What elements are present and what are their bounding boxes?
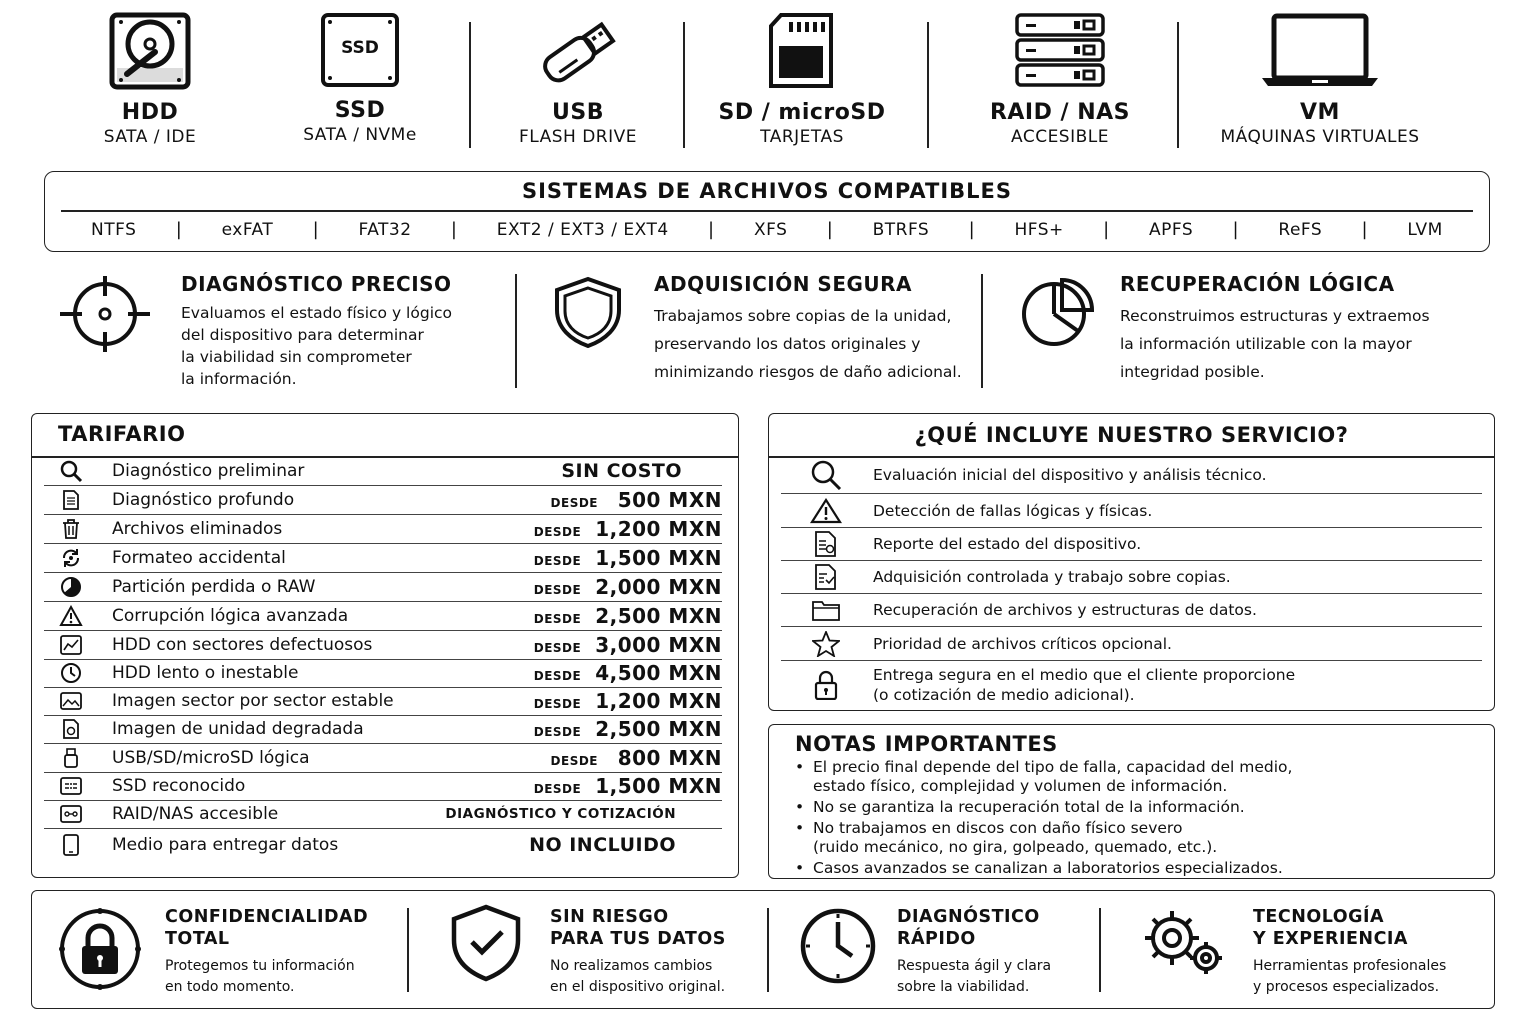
notas-panel: [768, 724, 1495, 879]
warning-icon: [56, 605, 86, 627]
device-name: RAID / NAS: [989, 100, 1131, 125]
table-row: [44, 772, 722, 801]
partition-icon: [56, 576, 86, 598]
filesystems-title: SISTEMAS DE ARCHIVOS COMPATIBLES: [521, 179, 1013, 203]
row-label: SSD reconocido: [112, 776, 246, 796]
servicio-panel: [768, 413, 1495, 711]
row-label: Imagen de unidad degradada: [112, 719, 364, 739]
guarantee-desc: [897, 956, 1051, 998]
guarantee-desc-line: Respuesta ágil y clara: [897, 958, 1052, 974]
row-amount: 800 MXN: [617, 746, 722, 770]
device-sub: ACCESIBLE: [1011, 127, 1109, 147]
feature-line: Evaluamos el estado físico y lógico: [181, 304, 453, 322]
table-row: [44, 602, 722, 631]
fs-item: exFAT: [221, 219, 274, 240]
item-text: Detección de fallas lógicas y físicas.: [873, 501, 1153, 520]
list-item: [781, 561, 1482, 594]
guarantee-sin-riesgo: [550, 906, 726, 998]
fs-separator: |: [968, 219, 976, 240]
fs-separator: |: [826, 219, 834, 240]
table-row: [44, 515, 722, 544]
folder-icon: [809, 599, 843, 621]
row-label: Archivos eliminados: [112, 519, 283, 539]
search-icon: [809, 460, 843, 490]
list-item: [781, 627, 1482, 661]
device-sub: SATA / IDE: [103, 127, 197, 147]
guarantee-desc: [165, 956, 368, 998]
device-name: VM: [1300, 100, 1340, 125]
device-name: SSD: [334, 98, 386, 123]
table-row: [44, 830, 722, 859]
row-amount: SIN COSTO: [561, 460, 682, 482]
row-prefix: DESDE: [533, 725, 582, 739]
laptop-icon: [1260, 12, 1380, 92]
device-name: HDD: [121, 100, 179, 125]
feature-line: la información.: [181, 370, 297, 388]
table-row: [44, 659, 722, 688]
item-text: Recuperación de archivos y estructuras de datos.: [873, 601, 1257, 619]
guarantee-diagnostico: [897, 906, 1051, 998]
row-label: Corrupción lógica avanzada: [112, 606, 349, 626]
row-amount: 1,500 MXN: [595, 774, 722, 798]
search-icon: [56, 459, 86, 483]
servicio-title: ¿QUÉ INCLUYE NUESTRO SERVICIO?: [914, 423, 1349, 447]
row-prefix: DESDE: [533, 612, 582, 626]
note-line: • No se garantiza la recuperación total de la información.: [813, 798, 1245, 816]
item-text: Adquisición controlada y trabajo sobre copias.: [873, 568, 1231, 586]
guarantee-desc-line: en todo momento.: [165, 979, 295, 995]
filesystems-list: [65, 219, 1469, 240]
chart-icon: [56, 635, 86, 655]
row-label: RAID/NAS accesible: [112, 804, 279, 824]
table-row: [44, 800, 722, 829]
feature-diagnostico: [181, 272, 501, 390]
feature-adquisicion: [654, 272, 974, 386]
row-amount: 500 MXN: [617, 488, 722, 512]
feature-line: minimizando riesgos de daño adicional.: [654, 363, 962, 381]
feature-line: la información utilizable con la mayor: [1120, 335, 1412, 353]
table-row: [44, 631, 722, 660]
divider: [515, 274, 517, 388]
note-item: [793, 859, 1474, 878]
fs-separator: |: [1103, 219, 1110, 240]
tarifario-panel: [31, 413, 739, 878]
row-prefix: DESDE: [533, 669, 582, 683]
guarantee-title: [897, 906, 1051, 950]
device-sub: TARJETAS: [760, 127, 844, 147]
clock-icon: [798, 906, 878, 986]
feature-line: del dispositivo para determinar: [181, 326, 424, 344]
feature-text: [181, 302, 501, 390]
fs-item: XFS: [753, 219, 788, 240]
row-amount: NO INCLUIDO: [529, 833, 676, 856]
divider: [683, 22, 685, 148]
fs-separator: |: [708, 219, 715, 240]
device-sd: [712, 12, 892, 148]
list-item: [781, 594, 1482, 627]
trash-icon: [56, 519, 86, 539]
table-row: [44, 457, 722, 486]
item-text: Prioridad de archivos críticos opcional.: [873, 634, 1172, 653]
note-item: [793, 758, 1474, 796]
note-line: • Casos avanzados se canalizan a laboratorios especializados.: [813, 859, 1283, 877]
fs-item: EXT2 / EXT3 / EXT4: [496, 219, 669, 240]
row-amount: 1,200 MXN: [595, 517, 722, 541]
refresh-icon: [56, 547, 86, 569]
feature-line: preservando los datos originales y: [654, 335, 921, 353]
fs-item: BTRFS: [872, 219, 930, 240]
divider: [61, 210, 1473, 212]
table-row: [44, 544, 722, 573]
fs-item: LVM: [1407, 219, 1443, 240]
row-label: Formateo accidental: [112, 548, 286, 568]
guarantee-title: [550, 906, 726, 950]
clock-icon: [56, 662, 86, 684]
warning-icon: [809, 498, 843, 524]
divider: [1177, 22, 1179, 148]
note-item: [793, 819, 1474, 857]
list-item: [781, 494, 1482, 528]
fs-item: FAT32: [358, 219, 412, 240]
note-line: • No trabajamos en discos con daño físico severo: [813, 819, 1183, 837]
guarantee-title: [1253, 906, 1446, 950]
usb-icon: [533, 12, 623, 92]
image-icon: [56, 692, 86, 710]
shield-icon: [553, 276, 623, 348]
row-prefix: DESDE: [533, 641, 582, 655]
feature-line: la viabilidad sin comprometer: [181, 348, 412, 366]
list-item: [781, 457, 1482, 494]
row-prefix: DESDE: [533, 583, 582, 597]
list-item: [781, 528, 1482, 561]
row-label: Diagnóstico preliminar: [112, 461, 305, 481]
feature-title: DIAGNÓSTICO PRECISO: [181, 272, 452, 296]
report-icon: [809, 531, 843, 557]
divider: [469, 22, 471, 148]
guarantee-title-line: TECNOLOGÍA: [1253, 907, 1385, 927]
crosshair-icon: [58, 274, 152, 354]
device-vm: [1200, 12, 1440, 148]
device-name: SD / microSD: [718, 100, 886, 125]
table-row: [44, 687, 722, 716]
guarantee-desc: [550, 956, 726, 998]
gears-icon: [1134, 906, 1226, 976]
device-usb: [498, 12, 658, 148]
item-text: [873, 665, 1295, 705]
feature-text: [654, 302, 974, 386]
guarantee-title-line: PARA TUS DATOS: [550, 929, 726, 949]
item-line: Entrega segura en el medio que el cliente proporcione: [873, 666, 1296, 684]
row-amount: 4,500 MXN: [595, 661, 722, 685]
feature-title: RECUPERACIÓN LÓGICA: [1120, 272, 1395, 296]
sd-card-icon: [767, 12, 837, 92]
ssd-icon: [320, 12, 400, 90]
pie-chart-icon: [1016, 276, 1098, 348]
fs-item: NTFS: [91, 219, 137, 240]
copy-report-icon: [809, 564, 843, 590]
item-text: Evaluación inicial del dispositivo y análisis técnico.: [873, 466, 1267, 484]
row-amount: 2,000 MXN: [595, 575, 722, 599]
guarantee-tecnologia: [1253, 906, 1446, 998]
table-row: [44, 573, 722, 602]
drive-image-icon: [56, 719, 86, 739]
fs-separator: |: [1361, 219, 1369, 240]
guarantee-confidencialidad: [165, 906, 368, 998]
item-line: (o cotización de medio adicional).: [873, 686, 1135, 704]
fs-separator: |: [1232, 219, 1240, 240]
shield-check-icon: [450, 904, 522, 982]
ssd-icon-label: SSD: [341, 38, 379, 58]
row-amount: 1,500 MXN: [595, 546, 722, 570]
feature-title: ADQUISICIÓN SEGURA: [654, 272, 913, 296]
device-sub: SATA / NVMe: [303, 125, 417, 145]
ssd-small-icon: [56, 777, 86, 795]
note-line: (ruido mecánico, no gira, golpeado, quemado, etc.).: [813, 838, 1218, 856]
row-prefix: DESDE: [533, 554, 582, 568]
row-prefix: DESDE: [550, 496, 598, 510]
fs-item: HFS+: [1014, 219, 1064, 240]
table-row: [44, 715, 722, 744]
item-text: Reporte del estado del dispositivo.: [873, 535, 1142, 553]
lock-circle-icon: [56, 906, 144, 992]
note-line: • El precio final depende del tipo de falla, capacidad del medio,: [813, 758, 1293, 776]
guarantee-desc-line: Herramientas profesionales: [1253, 958, 1447, 974]
fs-separator: |: [450, 219, 458, 240]
row-label: Imagen sector por sector estable: [112, 691, 394, 711]
row-amount: 1,200 MXN: [595, 689, 722, 713]
guarantee-desc-line: en el dispositivo original.: [550, 979, 726, 995]
row-amount: DIAGNÓSTICO Y COTIZACIÓN: [445, 806, 676, 822]
tarifario-title: TARIFARIO: [58, 422, 186, 446]
list-item: [781, 661, 1482, 709]
row-amount: 2,500 MXN: [595, 604, 722, 628]
guarantee-title: [165, 906, 368, 950]
guarantee-desc-line: y procesos especializados.: [1253, 979, 1440, 995]
table-row: [44, 744, 722, 773]
device-ssd: [290, 12, 430, 146]
server-rack-icon: [1014, 12, 1106, 92]
notas-list: [793, 758, 1474, 880]
phone-icon: [56, 834, 86, 856]
table-row: [44, 486, 722, 515]
guarantee-desc: [1253, 956, 1446, 998]
device-name: USB: [552, 100, 604, 125]
guarantee-desc-line: sobre la viabilidad.: [897, 979, 1030, 995]
fs-separator: |: [312, 219, 320, 240]
guarantee-desc-line: Protegemos tu información: [165, 958, 355, 974]
device-hdd: [80, 12, 220, 148]
divider: [1099, 908, 1101, 992]
notas-title: NOTAS IMPORTANTES: [795, 732, 1058, 756]
guarantee-title-line: CONFIDENCIALIDAD: [165, 907, 369, 927]
guarantee-desc-line: No realizamos cambios: [550, 958, 713, 974]
fs-separator: |: [175, 219, 183, 240]
row-prefix: DESDE: [533, 697, 582, 711]
usb-small-icon: [56, 748, 86, 768]
row-label: Diagnóstico profundo: [112, 490, 295, 510]
row-amount: 3,000 MXN: [595, 633, 722, 657]
feature-line: integridad posible.: [1120, 363, 1265, 381]
lock-icon: [809, 670, 843, 700]
feature-line: Reconstruimos estructuras y extraemos: [1120, 307, 1430, 325]
feature-recuperacion: [1120, 272, 1480, 386]
fs-item: ReFS: [1278, 219, 1323, 240]
row-prefix: DESDE: [533, 782, 582, 796]
note-line: estado físico, complejidad y volumen de información.: [813, 777, 1228, 795]
divider: [767, 908, 769, 992]
raid-icon: [56, 805, 86, 823]
fs-item: APFS: [1149, 219, 1194, 240]
row-label: USB/SD/microSD lógica: [112, 748, 310, 768]
divider: [981, 274, 983, 388]
guarantee-title-line: TOTAL: [165, 929, 230, 949]
guarantee-title-line: DIAGNÓSTICO: [897, 907, 1040, 927]
row-amount: 2,500 MXN: [595, 717, 722, 741]
row-prefix: DESDE: [533, 525, 582, 539]
row-prefix: DESDE: [550, 754, 598, 768]
star-icon: [809, 631, 843, 657]
guarantee-title-line: SIN RIESGO: [550, 907, 669, 927]
device-sub: FLASH DRIVE: [518, 127, 638, 147]
note-item: [793, 798, 1474, 817]
row-label: Partición perdida o RAW: [112, 577, 316, 597]
row-label: HDD con sectores defectuosos: [112, 635, 373, 655]
row-label: Medio para entregar datos: [112, 834, 339, 855]
hdd-icon: [109, 12, 191, 92]
guarantee-title-line: Y EXPERIENCIA: [1253, 929, 1408, 949]
filesystems-box: [44, 171, 1490, 252]
device-raid: [970, 12, 1150, 148]
guarantee-title-line: RÁPIDO: [897, 929, 976, 949]
device-sub: MÁQUINAS VIRTUALES: [1220, 127, 1420, 147]
feature-text: [1120, 302, 1480, 386]
document-icon: [56, 490, 86, 510]
divider: [927, 22, 929, 148]
row-label: HDD lento o inestable: [112, 663, 299, 683]
feature-line: Trabajamos sobre copias de la unidad,: [654, 307, 952, 325]
divider: [407, 908, 409, 992]
